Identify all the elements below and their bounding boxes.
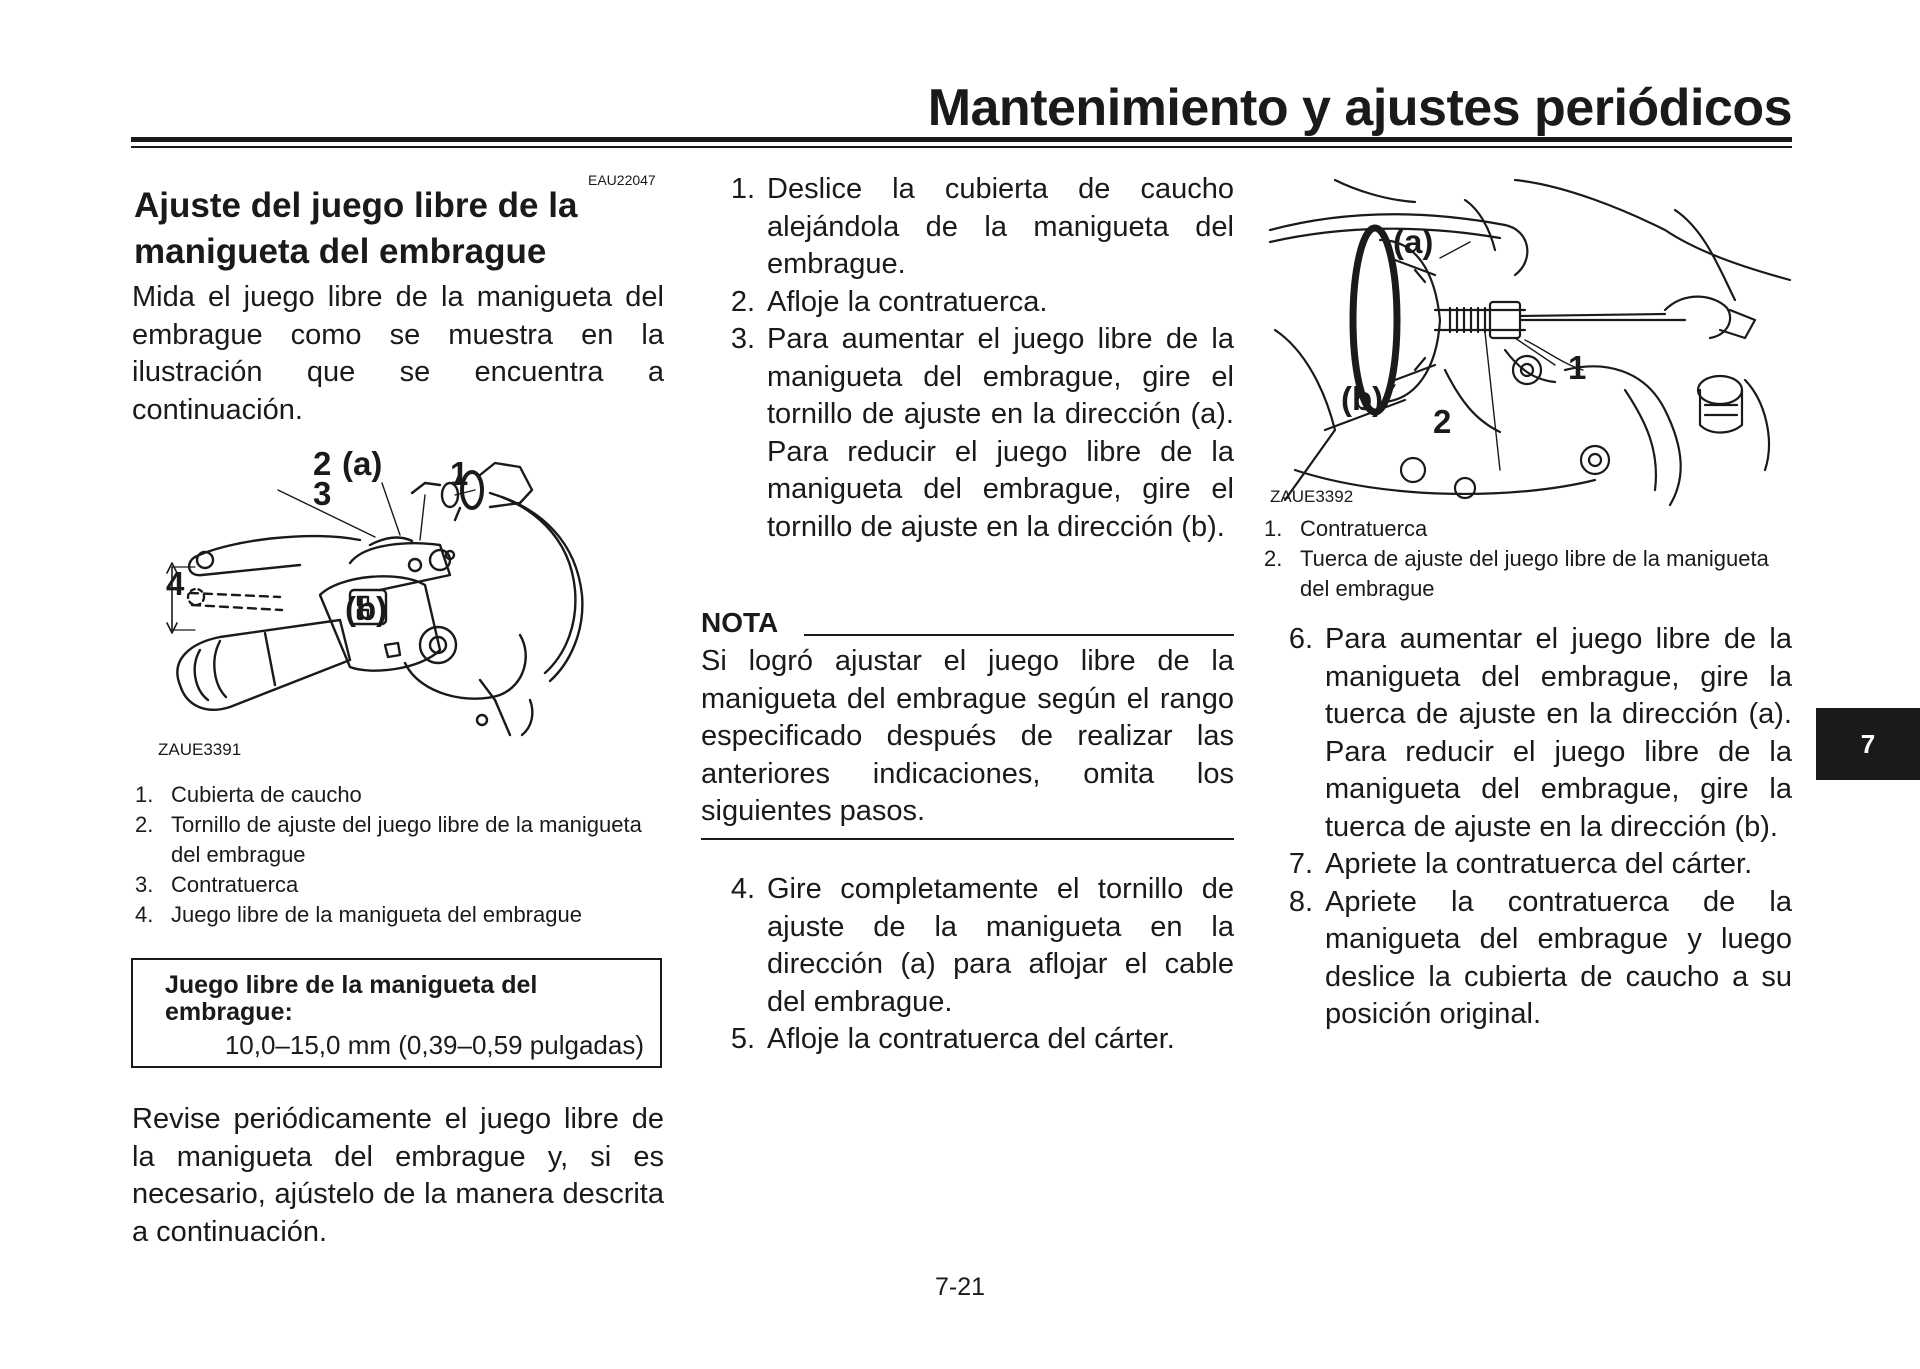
fig2-label-a: (a) bbox=[1393, 223, 1434, 260]
caption-num: 1. bbox=[1264, 516, 1283, 541]
caption-text: Tuerca de ajuste del juego libre de la manigueta del embrague bbox=[1300, 546, 1769, 601]
outro-paragraph: Revise periódicamente el juego libre de la manigueta del embrague y, si es necesario, ajústelo de la manera descrita a continuación. bbox=[132, 1103, 664, 1248]
fig1-caption-4 bbox=[135, 900, 655, 930]
fig1-label-2: 2 bbox=[313, 445, 332, 482]
fig2-label-b: (b) bbox=[1341, 380, 1384, 417]
step-text: Para aumentar el juego libre de la manigueta del embrague, gire el tornillo de ajuste en la dirección (a). Para reducir el juego libre de la manigueta del embrague, gire el tornillo de ajuste en la dirección (b). bbox=[767, 323, 1234, 543]
caption-text: Contratuerca bbox=[1300, 516, 1428, 541]
step-2 bbox=[699, 284, 1234, 322]
caption-num: 1. bbox=[135, 782, 154, 807]
step-num: 6. bbox=[1288, 623, 1313, 655]
fig1-caption-2 bbox=[135, 810, 655, 870]
figure2-captions bbox=[1264, 514, 1794, 604]
nota-heading: NOTA bbox=[701, 607, 779, 638]
fig1-label-3: 3 bbox=[313, 475, 332, 512]
step-num: 2. bbox=[730, 285, 755, 318]
caption-num: 3. bbox=[135, 872, 154, 897]
step-text: Deslice la cubierta de caucho alejándola de la manigueta del embrague. bbox=[767, 173, 1234, 280]
step-num: 3. bbox=[730, 323, 755, 355]
figure2-code: ZAUE3392 bbox=[1270, 487, 1354, 506]
page-number: 7-21 bbox=[935, 1273, 986, 1301]
step-6 bbox=[1257, 621, 1792, 846]
header-rule-thin bbox=[131, 146, 1792, 148]
fig1-caption-1 bbox=[135, 780, 655, 810]
caption-text: Tornillo de ajuste del juego libre de la manigueta del embrague bbox=[171, 812, 642, 867]
step-num: 8. bbox=[1288, 885, 1313, 918]
chapter-tab[interactable]: 7 bbox=[1816, 708, 1920, 780]
steps-list-b bbox=[699, 871, 1234, 1059]
fig1-label-a: (a) bbox=[342, 445, 383, 482]
section-title-line2: manigueta del embrague bbox=[134, 232, 547, 271]
step-8 bbox=[1257, 884, 1792, 1034]
steps-list-c bbox=[1257, 621, 1792, 1034]
spec-box bbox=[131, 958, 662, 1068]
nota-rule bbox=[804, 634, 1234, 636]
step-num: 7. bbox=[1288, 848, 1313, 880]
crankcase-adjuster-illustration bbox=[1265, 170, 1795, 510]
step-text: Apriete la contratuerca de la manigueta del embrague y luego deslice la cubierta de caucho a su posición original. bbox=[1325, 885, 1792, 1030]
caption-text: Juego libre de la manigueta del embrague bbox=[171, 902, 582, 927]
intro-paragraph: Mida el juego libre de la manigueta del embrague como se muestra en la ilustración que se encuentra a continuación. bbox=[132, 281, 664, 426]
figure1-code: ZAUE3391 bbox=[158, 740, 242, 759]
fig2-caption-1 bbox=[1264, 514, 1794, 544]
fig2-label-2: 2 bbox=[1433, 403, 1452, 440]
nota-text: Si logró ajustar el juego libre de la manigueta del embrague según el rango especificado después de realizar las anteriores indicaciones, omita los siguientes pasos. bbox=[701, 645, 1234, 827]
figure1-captions bbox=[135, 780, 655, 930]
caption-num: 2. bbox=[135, 812, 154, 837]
step-4 bbox=[699, 871, 1234, 1021]
figure-crankcase-adjuster bbox=[1265, 170, 1795, 510]
nota-bottom-rule bbox=[701, 838, 1234, 840]
step-num: 5. bbox=[730, 1023, 755, 1055]
step-text: Afloje la contratuerca. bbox=[767, 285, 1048, 318]
section-title bbox=[134, 183, 654, 275]
figure-clutch-lever bbox=[150, 445, 650, 765]
page-header-title: Mantenimiento y ajustes periódicos bbox=[927, 79, 1792, 137]
spec-title: Juego libre de la manigueta del embrague: bbox=[165, 971, 538, 1026]
section-code: EAU22047 bbox=[588, 172, 656, 188]
caption-num: 2. bbox=[1264, 546, 1283, 571]
step-1 bbox=[699, 171, 1234, 284]
step-text: Para aumentar el juego libre de la manigueta del embrague, gire la tuerca de ajuste en la dirección (a). Para reducir el juego libre de la manigueta del embrague, gire la tuerca de ajuste en la dirección (b). bbox=[1325, 623, 1792, 843]
fig1-caption-3 bbox=[135, 870, 655, 900]
caption-text: Cubierta de caucho bbox=[171, 782, 362, 807]
section-title-line1: Ajuste del juego libre de la bbox=[134, 186, 578, 225]
fig1-label-1: 1 bbox=[450, 455, 469, 492]
step-text: Gire completamente el tornillo de ajuste de la manigueta en la dirección (a) para aflojar el cable del embrague. bbox=[767, 873, 1234, 1018]
step-5 bbox=[699, 1021, 1234, 1059]
caption-num: 4. bbox=[135, 902, 154, 927]
step-7 bbox=[1257, 846, 1792, 884]
header-rule-thick bbox=[131, 137, 1792, 142]
step-num: 1. bbox=[730, 173, 755, 205]
fig2-label-1: 1 bbox=[1568, 349, 1587, 386]
step-3 bbox=[699, 321, 1234, 546]
step-text: Afloje la contratuerca del cárter. bbox=[767, 1023, 1175, 1055]
caption-text: Contratuerca bbox=[171, 872, 299, 897]
step-num: 4. bbox=[730, 873, 755, 905]
step-text: Apriete la contratuerca del cárter. bbox=[1325, 848, 1753, 880]
steps-list-a bbox=[699, 171, 1234, 546]
fig1-label-b: (b) bbox=[345, 590, 388, 627]
fig1-label-4: 4 bbox=[166, 565, 185, 602]
fig2-caption-2 bbox=[1264, 544, 1794, 604]
clutch-lever-illustration bbox=[150, 445, 650, 765]
spec-value: 10,0–15,0 mm (0,39–0,59 pulgadas) bbox=[224, 1030, 644, 1060]
